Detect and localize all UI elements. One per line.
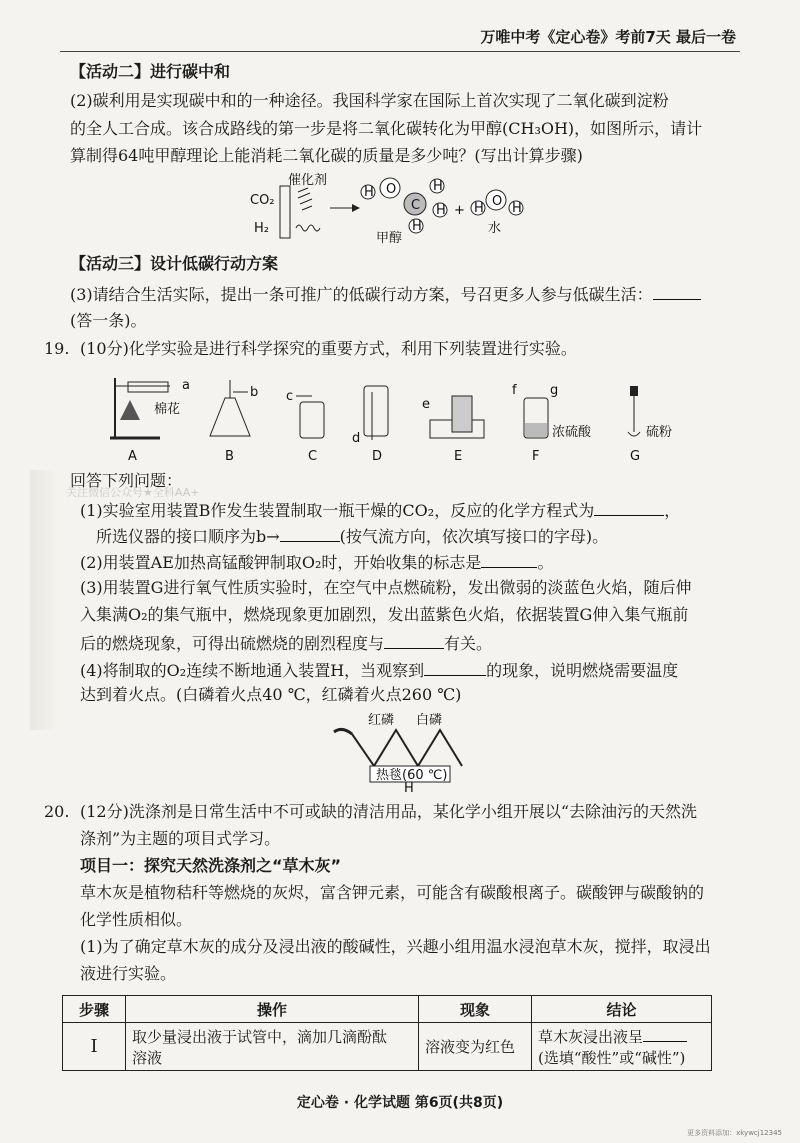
svg-text:e: e [422,397,430,412]
svg-text:g: g [550,383,559,398]
svg-text:O: O [386,182,397,197]
svg-text:O: O [492,194,503,209]
q2-line2: 的全人工合成。该合成路线的第一步是将二氧化碳转化为甲醇(CH₃OH)，如图所示，请计 [70,119,703,138]
project1-title: 项目一：探究天然洗涤剂之“草木灰” [80,856,342,875]
q19-intro: (10分)化学实验是进行科学探究的重要方式，利用下列装置进行实验。 [80,339,577,358]
answer-prompt: 回答下列问题： [70,471,183,490]
hot-plate-label: 热毯(60 ℃) [376,768,448,783]
q20-line1: (12分)洗涤剂是日常生活中不可或缺的清洁用品，某化学小组开展以“去除油污的天然洗 [80,802,698,821]
table-header: 结论 [532,996,712,1023]
q19-s3-line2: 入集满O₂的集气瓶中，燃烧现象更加剧烈，发出蓝紫色火焰，依据装置G伸入集气瓶前 [80,605,689,624]
conc-acid-label: 浓硫酸 [552,425,592,440]
experiment-table [62,995,712,1071]
combustion-spoon [628,432,640,436]
answer-blank[interactable] [594,499,664,516]
catalyst-hatch [298,188,312,210]
heating-coil [296,225,320,231]
q19-s1-line1: (1)实验室用装置B作发生装置制取一瓶干燥的CO₂，反应的化学方程式为 ， [80,501,681,520]
svg-text:C: C [411,198,421,213]
label-b: B [225,449,234,464]
q19-s2: (2)用装置AE加热高锰酸钾制取O₂时，开始收集的标志是 。 [80,553,554,572]
svg-text:H: H [512,201,522,216]
header-rule [60,51,740,52]
conical-flask [210,398,250,436]
table-header-row [63,996,712,1023]
operation-cell: 取少量浸出液于试管中，滴加几滴酚酞 溶液 [126,1023,419,1071]
apparatus-h [330,710,480,792]
label-g: G [630,449,641,464]
table-row [63,1023,712,1071]
q3-line1: (3)请结合生活实际，提出一条可推广的低碳行动方案，号召更多人参与低碳生活： [70,283,720,305]
lab-apparatus-figure [100,368,700,468]
cotton-label: 棉花 [154,402,181,417]
red-phosphorus-label: 红磷 [368,713,395,728]
q3-line2: (答一条)。 [70,311,147,330]
project1-line2: 化学性质相似。 [80,910,193,929]
label-a: A [128,449,137,464]
svg-text:a: a [182,378,190,393]
label-d: D [372,449,383,464]
answer-blank[interactable] [481,551,537,568]
table-header: 操作 [126,996,419,1023]
answer-blank[interactable] [280,525,340,542]
scan-shadow [30,470,58,730]
svg-text:c: c [286,389,294,404]
table-header: 步骤 [63,996,126,1023]
page-header: 万唯中考《定心卷》考前7天 最后一卷 [480,28,736,46]
project1-line1: 草木灰是植物秸秆等燃烧的灰烬，富含钾元素，可能含有碳酸根离子。碳酸钾与碳酸钠的 [80,883,705,902]
label-e: E [454,449,463,464]
conclusion-cell: 草木灰浸出液呈 (选填“酸性”或“碱性”) [532,1023,712,1071]
q20-1-line2: 液进行实验。 [80,964,177,983]
svg-text:b: b [250,385,259,400]
watermark-text: 关注微信公众号★全科AA+ [66,486,200,499]
plus-sign: + [454,203,465,218]
footnote: 更多资料添加：xkywcj12345 [687,1129,782,1137]
label-h: H [404,781,414,792]
svg-text:H: H [433,179,443,194]
alcohol-lamp [120,400,140,420]
svg-text:f: f [512,383,517,398]
q19-s4-line1: (4)将制取的O₂连续不断地通入装置H，当观察到 的现象，说明燃烧需要温度 [80,661,679,680]
w-tube [352,730,462,766]
arrow-head [352,204,360,212]
label-c: C [308,449,318,464]
co2-label: CO₂ [250,193,275,208]
answer-blank[interactable] [643,1025,687,1042]
q19-s3-line1: (3)用装置G进行氧气性质实验时，在空气中点燃硫粉，发出微弱的淡蓝色火焰，随后伸 [80,578,692,597]
catalyst-label: 催化剂 [288,173,328,188]
svg-text:H: H [474,201,484,216]
answer-blank[interactable] [424,659,486,676]
test-tube [128,382,168,392]
water-label: 水 [488,221,502,236]
activity3-title: 【活动三】设计低碳行动方案 [70,254,279,273]
page-footer: 定心卷 · 化学试题 第6页(共8页) [296,1095,504,1111]
methanol-label: 甲醇 [376,231,403,246]
q2-line1: (2)碳利用是实现碳中和的一种途径。我国科学家在国际上首次实现了二氧化碳到淀粉 [70,91,669,110]
phenomenon-cell: 溶液变为红色 [419,1023,532,1071]
label-f: F [532,449,540,464]
step-cell: Ⅰ [63,1023,126,1071]
h2-label: H₂ [254,221,269,236]
svg-text:H: H [412,219,422,234]
q19-s3-line3: 后的燃烧现象，可得出硫燃烧的剧烈程度与 有关。 [80,634,493,653]
q20-1-line1: (1)为了确定草木灰的成分及浸出液的酸碱性，兴趣小组用温水浸泡草木灰，搅拌，取浸出 [80,937,711,956]
gas-bottle [300,402,324,438]
svg-text:d: d [352,431,361,446]
table-header: 现象 [419,996,532,1023]
q19-number: 19. [44,339,70,358]
svg-text:H: H [436,203,446,218]
answer-blank[interactable] [384,632,444,649]
methanol-synthesis-diagram [240,170,540,248]
q20-number: 20. [44,802,70,821]
reactor-tube [280,186,290,238]
white-phosphorus-label: 白磷 [416,713,443,728]
sulfur-label: 硫粉 [646,425,673,440]
q19-s4-line2: 达到着火点。(白磷着火点40 ℃，红磷着火点260 ℃) [80,685,462,704]
q2-line3: 算制得64吨甲醇理论上能消耗二氧化碳的质量是多少吨？(写出计算步骤) [70,146,583,165]
q19-s1-line2: 所选仪器的接口顺序为b→ (按气流方向，依次填写接口的字母)。 [96,527,609,546]
activity2-title: 【活动二】进行碳中和 [70,62,231,81]
answer-blank[interactable] [653,283,701,300]
gas-bottle-inverted [364,386,388,436]
svg-text:H: H [364,185,374,200]
q20-line2: 涤剂”为主题的项目式学习。 [80,829,281,848]
